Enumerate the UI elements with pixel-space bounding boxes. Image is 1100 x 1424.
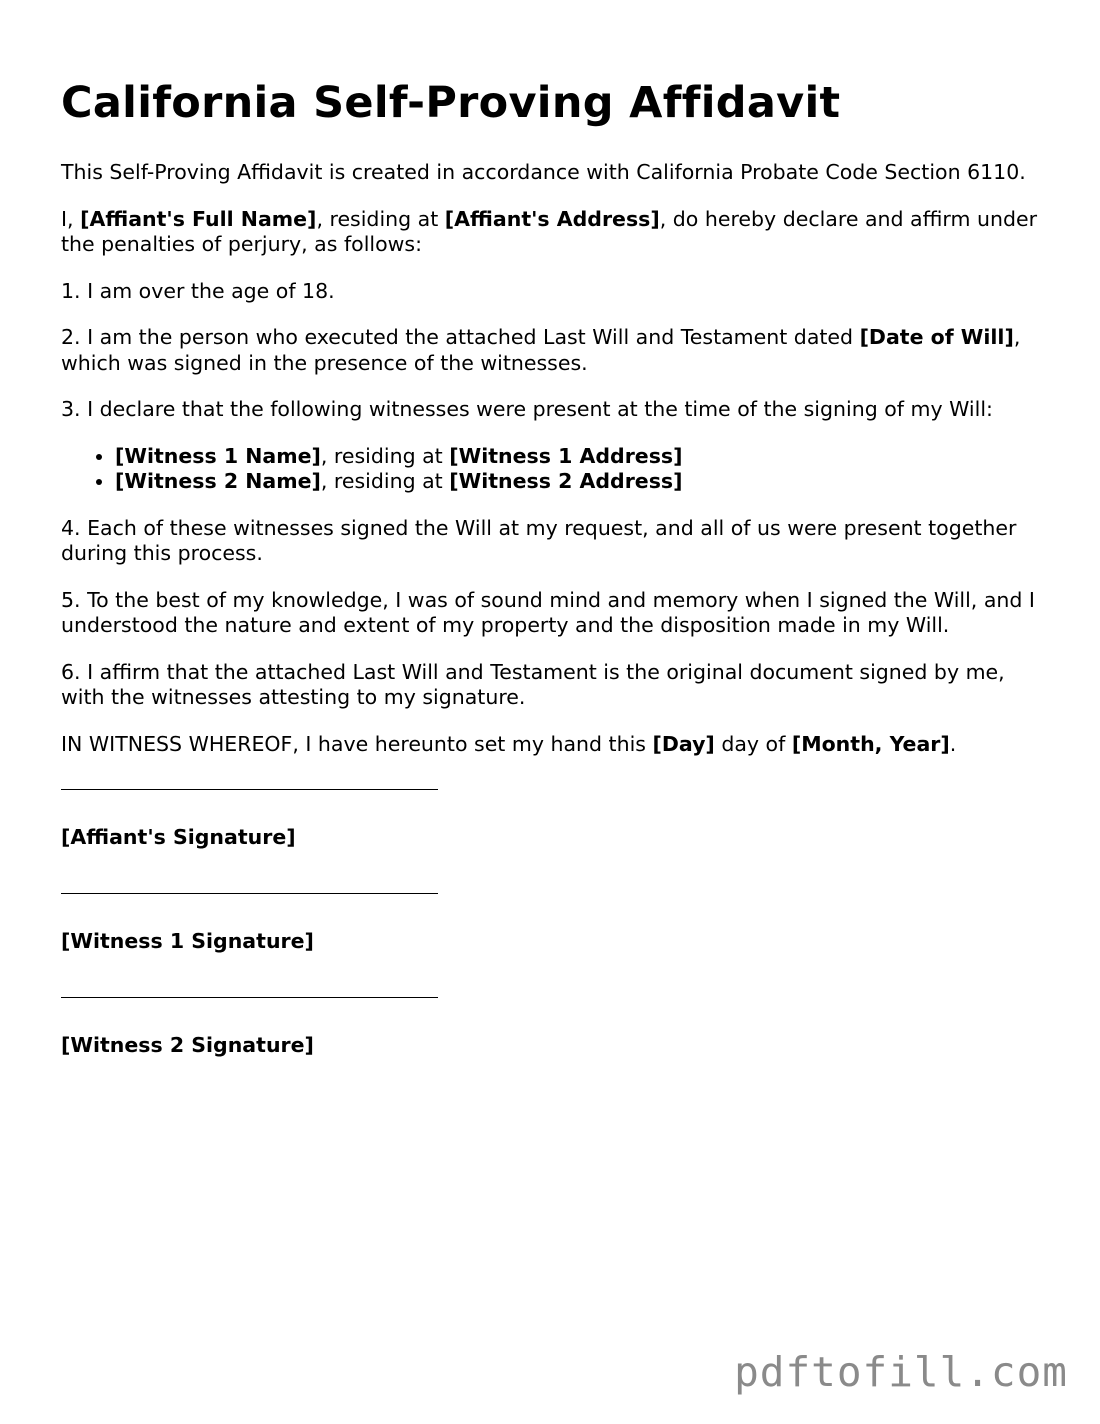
intro-paragraph: This Self-Proving Affidavit is created in accordance with California Probate Code Section 6110. (61, 160, 1026, 184)
witness-whereof-paragraph (61, 732, 1046, 758)
witness-2-address-field: [Witness 2 Address] (449, 469, 683, 493)
witness-list (61, 444, 1046, 495)
whereof-mid: day of (714, 731, 792, 756)
witness-1-mid: , residing at (320, 443, 450, 468)
whereof-text: IN WITNESS WHEREOF, I have hereunto set my hand this (61, 731, 653, 756)
item-4: 4. Each of these witnesses signed the Will at my request, and all of us were present together during this process. (61, 515, 1017, 565)
declaration-prefix: I, (61, 206, 81, 231)
affiant-signature-label: [Affiant's Signature] (61, 825, 296, 849)
item-1: 1. I am over the age of 18. (61, 278, 335, 303)
declaration-residing: , residing at (316, 206, 445, 231)
day-field: [Day] (652, 731, 715, 756)
witness-list-item (115, 469, 1046, 495)
item-5: 5. To the best of my knowledge, I was of sound mind and memory when I signed the Will, and I understood the nature and extent of my property and the disposition made in my Will. (61, 587, 1035, 637)
witness-1-address-field: [Witness 1 Address] (449, 443, 683, 468)
witness-2-signature-label: [Witness 2 Signature] (61, 1033, 314, 1057)
witness-2-signature-line (61, 997, 438, 998)
whereof-end: . (949, 731, 957, 756)
affiant-signature-line (61, 789, 438, 790)
will-date-field: [Date of Will] (859, 325, 1014, 349)
witness-1-signature-line (61, 893, 438, 894)
document-title: California Self-Proving Affidavit (61, 78, 841, 128)
witness-2-name-field: [Witness 2 Name] (115, 469, 321, 493)
declaration-suffix: , do hereby declare and affirm under the penalties of perjury, as follows: (61, 206, 1038, 256)
item-2 (61, 325, 1046, 376)
item-2-text: 2. I am the person who executed the attached Last Will and Testament dated (61, 325, 860, 349)
witness-2-mid: , residing at (320, 469, 450, 493)
witness-list-item (115, 444, 1046, 470)
signature-block (61, 789, 1046, 1058)
witness-1-name-field: [Witness 1 Name] (115, 443, 321, 468)
affiant-address-field: [Affiant's Address] (444, 206, 660, 231)
document-page (61, 76, 1046, 1101)
item-6: 6. I affirm that the attached Last Will and Testament is the original document signed by me, with the witnesses attesting to my signature. (61, 659, 1005, 709)
item-3: 3. I declare that the following witnesses were present at the time of the signing of my Will: (61, 397, 993, 421)
watermark-text: pdftofill.com (734, 1348, 1068, 1396)
item-2-suffix: , which was signed in the presence of the witnesses. (61, 325, 1021, 375)
affiant-name-field: [Affiant's Full Name] (80, 206, 317, 231)
month-year-field: [Month, Year] (791, 731, 950, 756)
declaration-paragraph (61, 207, 1046, 258)
witness-1-signature-label: [Witness 1 Signature] (61, 929, 314, 953)
